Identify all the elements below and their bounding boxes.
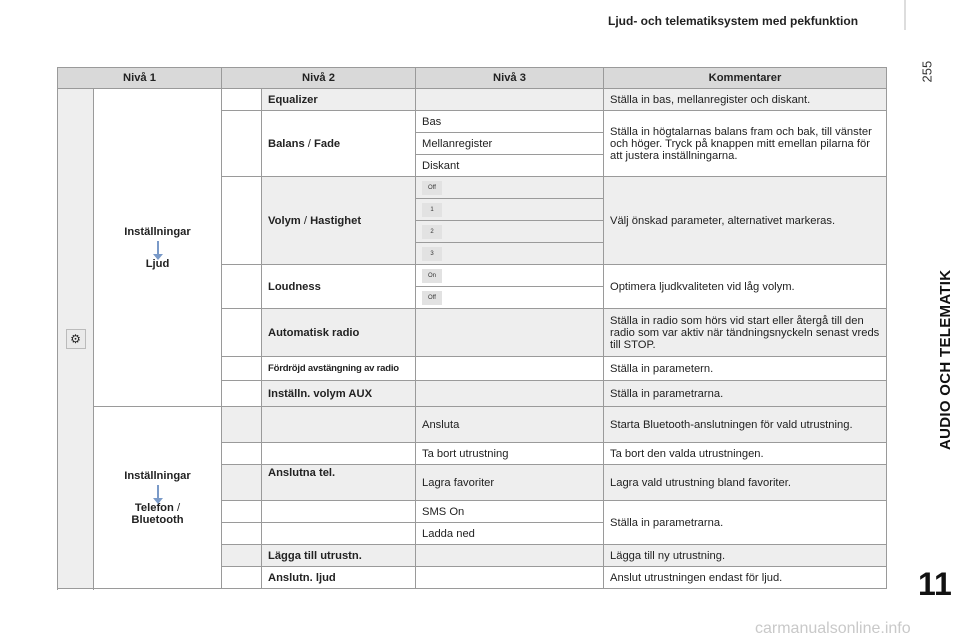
- level3-option: On: [416, 265, 604, 287]
- comment-cell: Lagra vald utrustning bland favoriter.: [604, 465, 887, 501]
- level2-label: Fördröjd avstängning av radio: [262, 357, 416, 381]
- nav-label-settings: Inställningar: [124, 469, 191, 482]
- comment-cell: Lägga till ny utrustning.: [604, 545, 887, 567]
- comment-cell: Optimera ljudkvaliteten vid låg volym.: [604, 265, 887, 309]
- level3-option: Ansluta: [416, 407, 604, 443]
- level3-option: Bas: [416, 111, 604, 133]
- comment-cell: Välj önskad parameter, alternativet markeras.: [604, 177, 887, 265]
- level2-label: Lägga till utrustn.: [262, 545, 416, 567]
- comment-cell: Ställa in högtalarnas balans fram och bak, till vänster och höger. Tryck på knappen mitt emellan pilarna för att justera inställningarna.: [604, 111, 887, 177]
- level3-option: 1: [416, 199, 604, 221]
- level2-label: Balans / Fade: [262, 111, 416, 177]
- level3-option: Off: [416, 287, 604, 309]
- page-header-title: Ljud- och telematiksystem med pekfunktion: [608, 14, 859, 28]
- level2-label: Loudness: [262, 265, 416, 309]
- comment-cell: Starta Bluetooth-anslutningen för vald utrustning.: [604, 407, 887, 443]
- comment-cell: Ställa in bas, mellanregister och diskant.: [604, 89, 887, 111]
- arrow-down-icon: [157, 241, 159, 255]
- level2-label: Automatisk radio: [262, 309, 416, 357]
- comment-cell: Ställa in parametrarna.: [604, 501, 887, 545]
- page-number: 255: [919, 60, 935, 83]
- table-header-row: [58, 68, 887, 89]
- level3-option: 3: [416, 243, 604, 265]
- nav-phone-cell: [94, 407, 222, 589]
- header-divider: [904, 0, 906, 30]
- level3-option: Lagra favoriter: [416, 465, 604, 501]
- level2-label: Anslutna tel.: [262, 465, 416, 501]
- comment-cell: Anslut utrustningen endast för ljud.: [604, 567, 887, 589]
- column-header: Nivå 3: [416, 68, 604, 89]
- table-row: [58, 407, 887, 443]
- level2-label: Inställn. volym AUX: [262, 381, 416, 407]
- level2-label: Equalizer: [262, 89, 416, 111]
- chapter-number: 11: [918, 566, 952, 602]
- table-row: [58, 89, 887, 111]
- level2-label: Volym / Hastighet: [262, 177, 416, 265]
- comment-cell: Ställa in parametern.: [604, 357, 887, 381]
- level3-option: Ta bort utrustning: [416, 443, 604, 465]
- arrow-down-icon: [157, 485, 159, 499]
- nav-sound-cell: [94, 89, 222, 407]
- watermark: carmanualsonline.info: [755, 620, 911, 637]
- gear-icon: ⚙: [66, 329, 86, 349]
- nav-label-sound: Ljud: [145, 257, 170, 270]
- level3-option: Off: [416, 177, 604, 199]
- column-header: Nivå 2: [222, 68, 416, 89]
- level2-label: Anslutn. ljud: [262, 567, 416, 589]
- comment-cell: Ställa in radio som hörs vid start eller återgå till den radio som var aktiv när tändningsnyckeln senast vreds till STOP.: [604, 309, 887, 357]
- level3-option: 2: [416, 221, 604, 243]
- level3-option: Ladda ned: [416, 523, 604, 545]
- level1-cell: [58, 89, 94, 589]
- column-header: Nivå 1: [58, 68, 222, 89]
- level3-option: Diskant: [416, 155, 604, 177]
- comment-cell: Ta bort den valda utrustningen.: [604, 443, 887, 465]
- comment-cell: Ställa in parametrarna.: [604, 381, 887, 407]
- column-header: Kommentarer: [604, 68, 887, 89]
- nav-label-phone: Telefon / Bluetooth: [131, 501, 184, 526]
- settings-table: [57, 67, 887, 589]
- level3-option: Mellanregister: [416, 133, 604, 155]
- nav-label-settings: Inställningar: [124, 225, 191, 238]
- level3-option: SMS On: [416, 501, 604, 523]
- chapter-label: AUDIO OCH TELEMATIK: [937, 269, 954, 450]
